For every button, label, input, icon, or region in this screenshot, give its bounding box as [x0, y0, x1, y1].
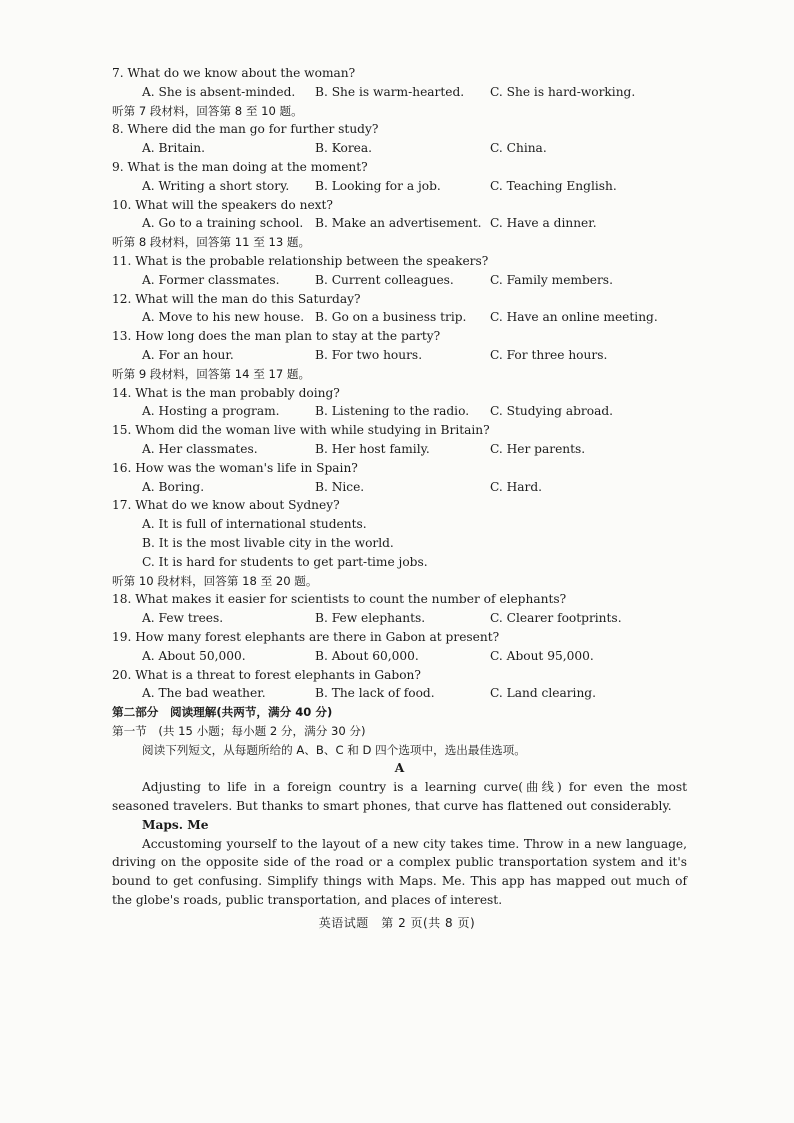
- option-b: B. It is the most livable city in the world.: [142, 535, 394, 550]
- question-text: 20. What is a threat to forest elephants in Gabon?: [112, 667, 421, 682]
- question-block: [112, 290, 687, 328]
- question-block: [112, 196, 687, 234]
- option-b: B. Korea.: [315, 141, 372, 156]
- options-row: [112, 609, 687, 628]
- option-b: B. She is warm-hearted.: [315, 84, 465, 99]
- question-block: [112, 120, 687, 158]
- options-row: [112, 214, 687, 233]
- part-subtitle: 第一节 (共 15 小题；每小题 2 分，满分 30 分): [112, 723, 366, 738]
- option-a: A. She is absent-minded.: [142, 84, 296, 99]
- option-b: B. Few elephants.: [315, 611, 426, 626]
- question-text: 16. How was the woman's life in Spain?: [112, 460, 358, 475]
- question-block: [112, 252, 687, 290]
- question-text: 17. What do we know about Sydney?: [112, 498, 340, 513]
- section-heading: 听第 9 段材料，回答第 14 至 17 题。: [112, 366, 311, 381]
- option-b: B. Current colleagues.: [315, 272, 454, 287]
- option-a: A. Move to his new house.: [142, 310, 305, 325]
- option-a: A. The bad weather.: [142, 686, 266, 701]
- option-b: B. Her host family.: [315, 441, 430, 456]
- option-b: B. About 60,000.: [315, 648, 419, 663]
- option-c: C. Teaching English.: [490, 178, 617, 193]
- question-text: 8. Where did the man go for further study?: [112, 122, 379, 137]
- options-row: [112, 647, 687, 666]
- question-text: 11. What is the probable relationship between the speakers?: [112, 253, 489, 268]
- option-c: C. Her parents.: [490, 441, 586, 456]
- question-text: 15. Whom did the woman live with while studying in Britain?: [112, 423, 490, 438]
- question-text: 10. What will the speakers do next?: [112, 197, 333, 212]
- question-text: 18. What makes it easier for scientists to count the number of elephants?: [112, 592, 567, 607]
- option-a: A. Go to a training school.: [142, 216, 304, 231]
- option-c: C. It is hard for students to get part-time jobs.: [142, 554, 428, 569]
- question-block: [112, 459, 687, 497]
- options-row: [112, 346, 687, 365]
- option-c: C. She is hard-working.: [490, 84, 636, 99]
- options-row: [112, 177, 687, 196]
- options-row: [112, 308, 687, 327]
- exam-page: [112, 64, 687, 910]
- option-a: A. About 50,000.: [142, 648, 246, 663]
- section-heading: 听第 10 段材料，回答第 18 至 20 题。: [112, 573, 318, 588]
- option-c: C. Land clearing.: [490, 686, 596, 701]
- option-a: A. Writing a short story.: [142, 178, 290, 193]
- option-a: A. For an hour.: [142, 347, 234, 362]
- page-footer: 英语试题 第 2 页(共 8 页): [318, 916, 476, 930]
- option-b: B. For two hours.: [315, 347, 423, 362]
- option-c: C. China.: [490, 141, 547, 156]
- option-b: B. Listening to the radio.: [315, 404, 470, 419]
- question-text: 19. How many forest elephants are there in Gabon at present?: [112, 629, 500, 644]
- question-block: [112, 327, 687, 365]
- option-b: B. The lack of food.: [315, 686, 435, 701]
- option-a: A. It is full of international students.: [142, 517, 367, 532]
- section-heading: 听第 8 段材料，回答第 11 至 13 题。: [112, 235, 311, 250]
- part-title: 第二部分 阅读理解(共两节，满分 40 分): [112, 705, 333, 720]
- passage-letter: A: [394, 761, 405, 776]
- question-text: 12. What will the man do this Saturday?: [112, 291, 361, 306]
- option-b: B. Looking for a job.: [315, 178, 441, 193]
- option-c: C. Clearer footprints.: [490, 611, 622, 626]
- question-block: [112, 666, 687, 704]
- option-a: A. Britain.: [142, 141, 206, 156]
- option-b: B. Make an advertisement.: [315, 216, 482, 231]
- option-b: B. Go on a business trip.: [315, 310, 467, 325]
- option-a: A. Boring.: [142, 479, 205, 494]
- option-a: A. Few trees.: [142, 611, 224, 626]
- question-text: 13. How long does the man plan to stay at the party?: [112, 329, 441, 344]
- question-text: 9. What is the man doing at the moment?: [112, 159, 368, 174]
- question-block: [112, 158, 687, 196]
- option-c: C. For three hours.: [490, 347, 608, 362]
- passage-paragraph: Adjusting to life in a foreign country is a learning curve(曲线) for even the most seasoned travelers. But thanks to smart phones, that curve has flattened out considerably.: [112, 780, 687, 814]
- option-a: A. Her classmates.: [142, 441, 258, 456]
- options-row: [112, 83, 687, 102]
- options-row: [112, 271, 687, 290]
- option-c: C. Family members.: [490, 272, 613, 287]
- options-row: [112, 402, 687, 421]
- option-c: C. Studying abroad.: [490, 404, 614, 419]
- option-a: A. Hosting a program.: [142, 404, 280, 419]
- option-c: C. Have an online meeting.: [490, 310, 658, 325]
- question-block: [112, 64, 687, 102]
- passage-paragraph: Accustoming yourself to the layout of a new city takes time. Throw in a new language, driving on the opposite side of the road or a complex public transportation system and it's bound to get confusing. Simplify things with Maps. Me. This app has mapped out much of the globe's roads, public transportation, and places of interest.: [112, 836, 687, 908]
- options-row: [112, 684, 687, 703]
- options-row: [112, 139, 687, 158]
- option-c: C. About 95,000.: [490, 648, 594, 663]
- question-block: [112, 421, 687, 459]
- question-block: [112, 384, 687, 422]
- option-a: A. Former classmates.: [142, 272, 280, 287]
- instructions: 阅读下列短文，从每题所给的 A、B、C 和 D 四个选项中，选出最佳选项。: [142, 742, 526, 757]
- options-row: [112, 478, 687, 497]
- option-c: C. Have a dinner.: [490, 216, 597, 231]
- question-block: [112, 590, 687, 628]
- passage-heading: Maps. Me: [142, 817, 209, 832]
- question-text: 14. What is the man probably doing?: [112, 385, 340, 400]
- options-row: [112, 440, 687, 459]
- section-heading: 听第 7 段材料，回答第 8 至 10 题。: [112, 103, 303, 118]
- question-text: 7. What do we know about the woman?: [112, 66, 356, 80]
- question-block: [112, 628, 687, 666]
- option-b: B. Nice.: [315, 479, 365, 494]
- question-block: [112, 496, 687, 571]
- option-c: C. Hard.: [490, 479, 543, 494]
